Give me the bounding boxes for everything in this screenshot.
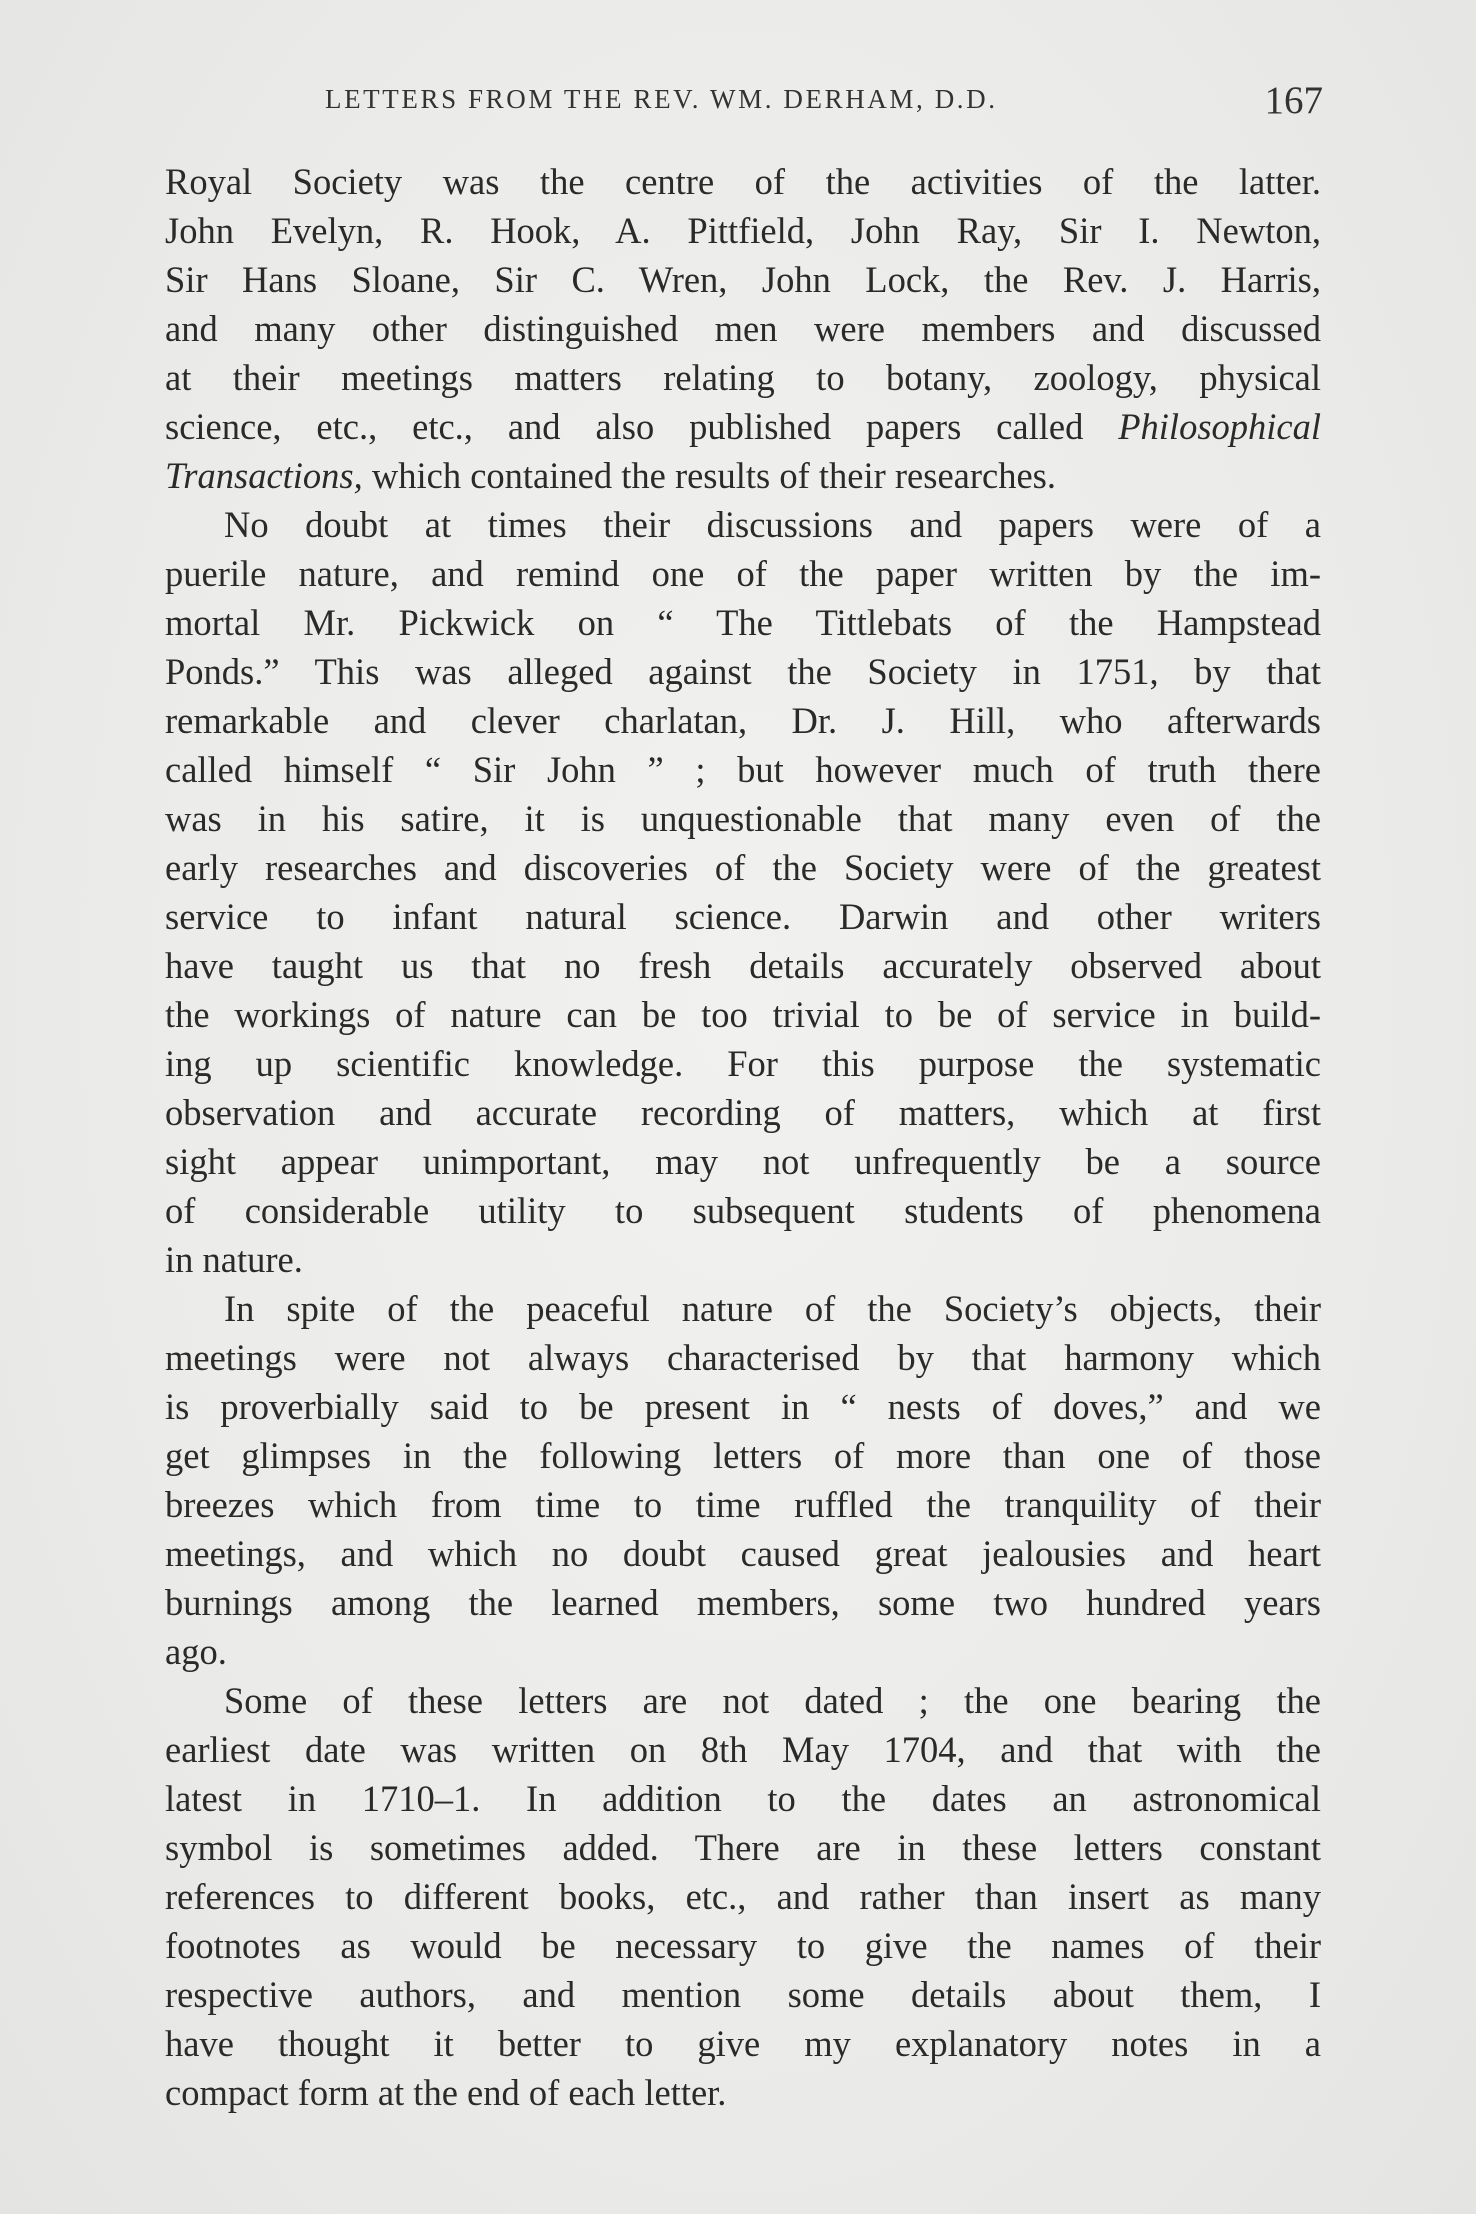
page-number: 167 [1264,79,1323,122]
text-line: Ponds.” This was alleged against the Society in 1751, by that [165,651,1321,692]
text-line: ing up scientific knowledge. For this purpose the systematic [165,1043,1321,1084]
text-line: In spite of the peaceful nature of the Society’s objects, their [224,1288,1321,1329]
text-line: have taught us that no fresh details accurately observed about [165,945,1321,986]
text-line: science, etc., etc., and also published papers called Philosophical [165,406,1321,447]
running-head [163,78,1323,128]
body-text [165,157,1321,2117]
text-line: symbol is sometimes added. There are in these letters constant [165,1827,1321,1868]
text-line: respective authors, and mention some details about them, I [165,1974,1321,2015]
text-line: and many other distinguished men were members and discussed [165,308,1321,349]
text-line: service to infant natural science. Darwin and other writers [165,896,1321,937]
text-line: compact form at the end of each letter. [165,2072,727,2113]
text-line: the workings of nature can be too trivial to be of service in build- [165,994,1321,1035]
text-line: Sir Hans Sloane, Sir C. Wren, John Lock, the Rev. J. Harris, [165,259,1321,300]
text-line: breezes which from time to time ruffled the tranquility of their [165,1484,1321,1525]
text-line: was in his satire, it is unquestionable that many even of the [165,798,1321,839]
text-line: references to different books, etc., and rather than insert as many [165,1876,1321,1917]
text-line: earliest date was written on 8th May 1704, and that with the [165,1729,1321,1770]
text-line: Some of these letters are not dated ; the one bearing the [224,1680,1321,1721]
text-line: No doubt at times their discussions and papers were of a [224,504,1321,545]
italic-title: Philosophical [1118,406,1321,447]
text-line: burnings among the learned members, some two hundred years [165,1582,1321,1623]
text-line: Transactions, which contained the results of their researches. [165,455,1056,496]
text-line: latest in 1710–1. In addition to the dates an astronomical [165,1778,1321,1819]
text-line: observation and accurate recording of matters, which at first [165,1092,1321,1133]
text-line: called himself “ Sir John ” ; but however much of truth there [165,749,1321,790]
text-line: get glimpses in the following letters of more than one of those [165,1435,1321,1476]
text-line: Royal Society was the centre of the activities of the latter. [165,161,1321,202]
text-line: in nature. [165,1239,303,1280]
text-line: early researches and discoveries of the Society were of the greatest [165,847,1321,888]
text-line: puerile nature, and remind one of the paper written by the im- [165,553,1321,594]
text-line: remarkable and clever charlatan, Dr. J. Hill, who afterwards [165,700,1321,741]
text-line: ago. [165,1631,227,1672]
text-line: meetings were not always characterised by that harmony which [165,1337,1321,1378]
text-line: is proverbially said to be present in “ nests of doves,” and we [165,1386,1321,1427]
running-title: LETTERS FROM THE REV. WM. DERHAM, D.D. [325,84,998,114]
text-line: of considerable utility to subsequent students of phenomena [165,1190,1321,1231]
text-line: sight appear unimportant, may not unfrequently be a source [165,1141,1321,1182]
text-line: have thought it better to give my explanatory notes in a [165,2023,1321,2064]
text-line: mortal Mr. Pickwick on “ The Tittlebats of the Hampstead [165,602,1321,643]
text-line: footnotes as would be necessary to give the names of their [165,1925,1321,1966]
text-line: meetings, and which no doubt caused great jealousies and heart [165,1533,1321,1574]
text-line: John Evelyn, R. Hook, A. Pittfield, John Ray, Sir I. Newton, [165,210,1321,251]
text-line: at their meetings matters relating to botany, zoology, physical [165,357,1321,398]
italic-title: Transactions, [165,455,363,496]
